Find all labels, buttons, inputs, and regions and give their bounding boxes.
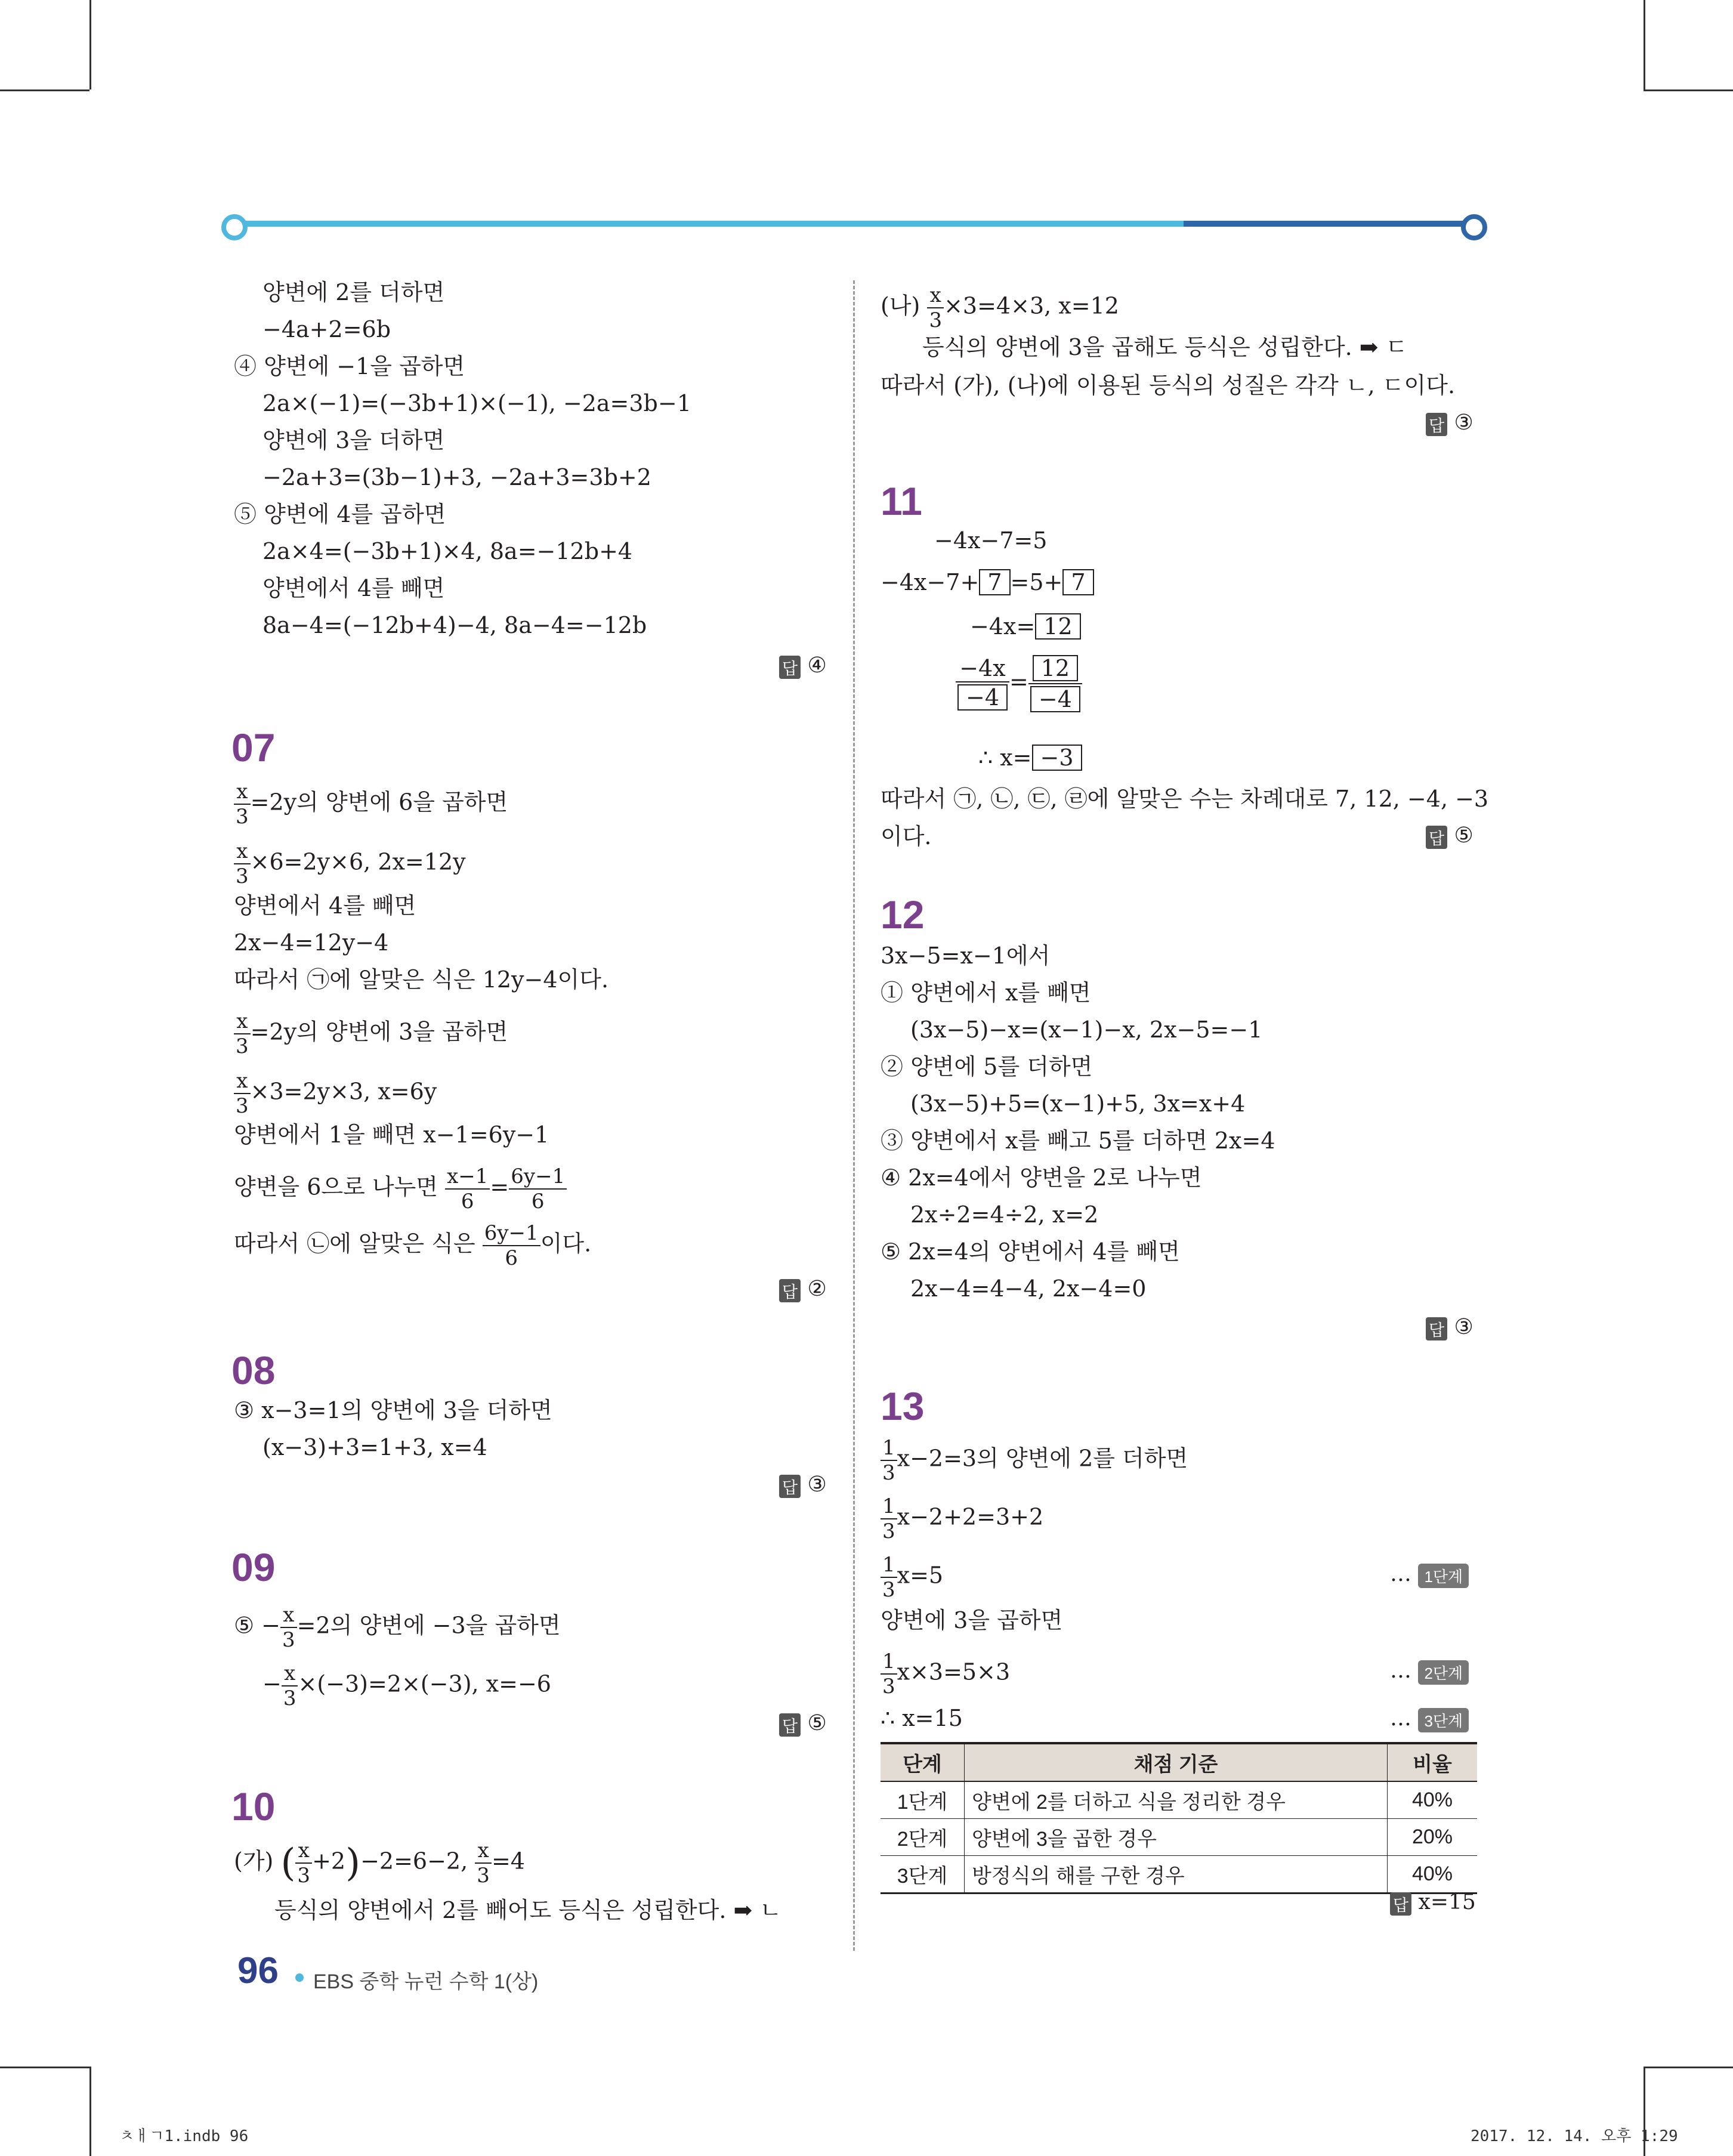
table-header: 채점 기준 — [965, 1743, 1388, 1781]
solution-line: −2a+3=(3b−1)+3, −2a+3=3b+2 — [262, 464, 651, 490]
table-header: 비율 — [1388, 1743, 1478, 1781]
solution-line: $\frac{1}{3}$ x−2+2=3+2 — [881, 1496, 1043, 1542]
solution-line: 3x−5=x−1에서 — [881, 943, 1051, 969]
fraction: $\frac{6y-1}{6}$ — [509, 1166, 567, 1212]
solution-line: 양변에서 4를 빼면 — [262, 575, 445, 601]
stage-marker: … 1단계 — [1390, 1562, 1469, 1588]
solution-line: ⑤ 양변에 4를 곱하면 — [234, 501, 446, 527]
bullet-icon — [295, 1973, 304, 1982]
column-divider — [853, 280, 855, 1951]
solution-line: 따라서 ㉡에 알맞은 식은 $\frac{6y-1}{6}$ 이다. — [234, 1221, 592, 1270]
solution-line: ∴ x=15 — [881, 1705, 963, 1731]
answer-badge: 답 — [779, 1713, 801, 1737]
answer-mark: 답 x=15 — [1390, 1890, 1476, 1916]
solution-line: 2a×(−1)=(−3b+1)×(−1), −2a=3b−1 — [262, 390, 691, 416]
solution-line: 등식의 양변에서 2를 빼어도 등식은 성립한다. ➡ ㄴ — [274, 1897, 782, 1923]
table-cell: 40% — [1388, 1856, 1478, 1894]
table-cell: 40% — [1388, 1781, 1478, 1819]
crop-mark — [89, 0, 91, 89]
problem-number: 08 — [231, 1348, 276, 1392]
answer-box: 7 — [979, 569, 1010, 595]
solution-line: $\frac{x}{3}$ =2y의 양변에 6을 곱하면 — [234, 782, 508, 827]
solution-line: ③ 양변에서 x를 빼고 5를 더하면 2x=4 — [881, 1128, 1275, 1154]
solution-line: 따라서 ㉠에 알맞은 식은 12y−4이다. — [234, 966, 609, 993]
solution-line: $\frac{x}{3}$ ×6=2y×6, 2x=12y — [234, 841, 466, 887]
answer-badge: 답 — [779, 1279, 801, 1302]
answer-box: 7 — [1062, 569, 1093, 595]
grading-table — [881, 1742, 1477, 1894]
solution-line: 8a−4=(−12b+4)−4, 8a−4=−12b — [262, 612, 647, 638]
answer-badge: 답 — [779, 656, 801, 679]
solution-line: 양변에서 4를 빼면 — [234, 892, 416, 919]
solution-line: 2a×4=(−3b+1)×4, 8a=−12b+4 — [262, 538, 633, 564]
solution-line: −4x= 12 — [970, 612, 1081, 641]
fraction: $\frac{x}{3}$ — [234, 1011, 251, 1057]
header-rule — [221, 218, 1487, 230]
solution-line: 2x÷2=4÷2, x=2 — [910, 1201, 1099, 1228]
fraction: $\frac{x}{3}$ — [234, 1071, 251, 1116]
answer-mark: 답 ② — [779, 1277, 827, 1302]
answer-badge: 답 — [1426, 1317, 1447, 1340]
solution-line: 양변에 3을 더하면 — [262, 427, 445, 453]
stage-badge: 2단계 — [1418, 1660, 1469, 1685]
solution-line: $\frac{1}{3}$ x−2=3의 양변에 2를 더하면 — [881, 1438, 1188, 1483]
crop-mark — [1644, 2067, 1733, 2068]
problem-number: 12 — [881, 892, 925, 937]
crop-mark — [1644, 0, 1645, 89]
crop-mark — [1644, 89, 1733, 91]
fraction: $\frac{1}{3}$ — [881, 1438, 897, 1483]
solution-line: $\frac{x}{3}$ =2y의 양변에 3을 곱하면 — [234, 1011, 508, 1057]
answer-badge: 답 — [1426, 413, 1447, 436]
fraction: $\frac{x}{3}$ — [234, 782, 251, 827]
table-cell: 양변에 2를 더하고 식을 정리한 경우 — [965, 1781, 1388, 1819]
table-cell: 1단계 — [881, 1781, 965, 1819]
problem-number: 13 — [881, 1384, 925, 1428]
print-slug-file: ㅊㅐㄱ1.indb 96 — [119, 2127, 249, 2145]
answer-badge: 답 — [1426, 826, 1447, 849]
stage-marker: … 3단계 — [1390, 1706, 1469, 1732]
answer-box: −4 — [1030, 686, 1080, 712]
fraction: $\frac{1}{3}$ — [881, 1651, 897, 1697]
answer-box: −3 — [1032, 745, 1082, 771]
fraction — [1028, 655, 1082, 712]
fraction: $\frac{x}{3}$ — [282, 1663, 298, 1709]
table-cell: 양변에 3을 곱한 경우 — [965, 1819, 1388, 1856]
solution-line: (가) ( $\frac{x}{3}$ +2)−2=6−2, $\frac{x}{3}$ =4 — [234, 1839, 525, 1888]
problem-number: 10 — [231, 1784, 276, 1828]
answer-badge: 답 — [1390, 1892, 1411, 1916]
fraction: $\frac{1}{3}$ — [881, 1496, 897, 1542]
solution-line: 양변을 6으로 나누면 $\frac{x-1}{6}$ = $\frac{6y-1}{6}$ — [234, 1166, 567, 1212]
solution-line: 양변에 3을 곱하면 — [881, 1607, 1063, 1633]
solution-line: ② 양변에 5를 더하면 — [881, 1054, 1093, 1080]
solution-line: ⑤ − $\frac{x}{3}$ =2의 양변에 −3을 곱하면 — [234, 1603, 561, 1652]
answer-badge: 답 — [779, 1475, 801, 1498]
rule-end-dot — [1461, 214, 1487, 240]
answer-mark: 답 ③ — [1426, 1315, 1473, 1340]
table-row — [881, 1781, 1477, 1819]
solution-line: (3x−5)+5=(x−1)+5, 3x=x+4 — [910, 1091, 1246, 1117]
table-row — [881, 1856, 1477, 1894]
solution-line: ④ 양변에 −1을 곱하면 — [234, 353, 465, 379]
solution-line: (나) $\frac{x}{3}$ ×3=4×3, x=12 — [881, 283, 1119, 332]
solution-line: −4x−7+ 7 =5+ 7 — [881, 568, 1094, 597]
solution-line: −4x−7=5 — [934, 527, 1048, 554]
table-cell: 방정식의 해를 구한 경우 — [965, 1856, 1388, 1894]
solution-line: 양변에 2를 더하면 — [262, 279, 445, 305]
answer-box: 12 — [1033, 655, 1078, 681]
stage-badge: 3단계 — [1418, 1708, 1469, 1732]
crop-mark — [0, 89, 89, 91]
answer-mark: 답 ③ — [1426, 410, 1473, 436]
table-row — [881, 1819, 1477, 1856]
solution-line: $\frac{-4x}{-4}$ = $\frac{12}{-4}$ — [956, 655, 1082, 712]
solution-line: 따라서 ㉠, ㉡, ㉢, ㉣에 알맞은 수는 차례대로 7, 12, −4, −3 — [881, 786, 1489, 812]
table-header: 단계 — [881, 1743, 965, 1781]
solution-line: − $\frac{x}{3}$ ×(−3)=2×(−3), x=−6 — [262, 1661, 551, 1710]
table-cell: 3단계 — [881, 1856, 965, 1894]
table-cell: 2단계 — [881, 1819, 965, 1856]
solution-line: (x−3)+3=1+3, x=4 — [262, 1434, 487, 1460]
solution-line: 따라서 (가), (나)에 이용된 등식의 성질은 각각 ㄴ, ㄷ이다. — [881, 372, 1456, 399]
answer-mark: 답 ③ — [779, 1472, 827, 1498]
crop-mark — [0, 2067, 89, 2068]
solution-line: 이다. — [881, 823, 932, 850]
answer-box: −4 — [957, 684, 1008, 711]
fraction: $\frac{x}{3}$ — [280, 1605, 297, 1650]
solution-line: ① 양변에서 x를 빼면 — [881, 980, 1091, 1006]
book-title: EBS 중학 뉴런 수학 1(상) — [313, 1970, 539, 1993]
table-cell: 20% — [1388, 1819, 1478, 1856]
solution-line: $\frac{1}{3}$ x×3=5×3 — [881, 1651, 1010, 1697]
problem-number: 11 — [881, 479, 922, 523]
crop-mark — [89, 2067, 91, 2156]
fraction: $\frac{x-1}{6}$ — [445, 1166, 490, 1212]
problem-number: 07 — [231, 725, 276, 770]
stage-marker: … 2단계 — [1390, 1658, 1469, 1685]
solution-line: 양변에서 1을 빼면 x−1=6y−1 — [234, 1122, 549, 1148]
rule-end-dot — [221, 214, 248, 240]
solution-line: ④ 2x=4에서 양변을 2로 나누면 — [881, 1165, 1202, 1191]
page-number: 96 — [237, 1950, 279, 1991]
problem-number: 09 — [231, 1545, 276, 1589]
solution-line: ⑤ 2x=4의 양변에서 4를 빼면 — [881, 1238, 1180, 1265]
fraction: $\frac{-4x}{-4}$ — [956, 657, 1009, 711]
table-header-row — [881, 1743, 1477, 1781]
fraction: $\frac{x}{3}$ — [295, 1840, 312, 1886]
solution-line: ③ x−3=1의 양변에 3을 더하면 — [234, 1397, 552, 1423]
solution-line: $\frac{x}{3}$ ×3=2y×3, x=6y — [234, 1071, 437, 1116]
stage-badge: 1단계 — [1418, 1564, 1469, 1588]
solution-line: 등식의 양변에 3을 곱해도 등식은 성립한다. ➡ ㄷ — [922, 334, 1408, 360]
fraction: $\frac{6y-1}{6}$ — [483, 1223, 540, 1268]
answer-box: 12 — [1035, 613, 1080, 640]
solution-line: $\frac{1}{3}$ x=5 — [881, 1555, 943, 1600]
answer-mark: 답 ④ — [779, 653, 827, 679]
fraction: $\frac{1}{3}$ — [881, 1555, 897, 1600]
solution-line: 2x−4=4−4, 2x−4=0 — [910, 1275, 1147, 1302]
answer-mark: 답 ⑤ — [1426, 823, 1473, 849]
print-slug-date: 2017. 12. 14. 오후 1:29 — [1471, 2127, 1678, 2145]
solution-line: 2x−4=12y−4 — [234, 929, 389, 956]
fraction: $\frac{x}{3}$ — [234, 841, 251, 887]
solution-line: −4a+2=6b — [262, 316, 391, 342]
fraction: $\frac{x}{3}$ — [927, 285, 944, 330]
answer-mark: 답 ⑤ — [779, 1711, 827, 1737]
fraction: $\frac{x}{3}$ — [475, 1840, 492, 1886]
solution-line: (3x−5)−x=(x−1)−x, 2x−5=−1 — [910, 1017, 1263, 1043]
solution-line: ∴ x= −3 — [978, 743, 1082, 772]
